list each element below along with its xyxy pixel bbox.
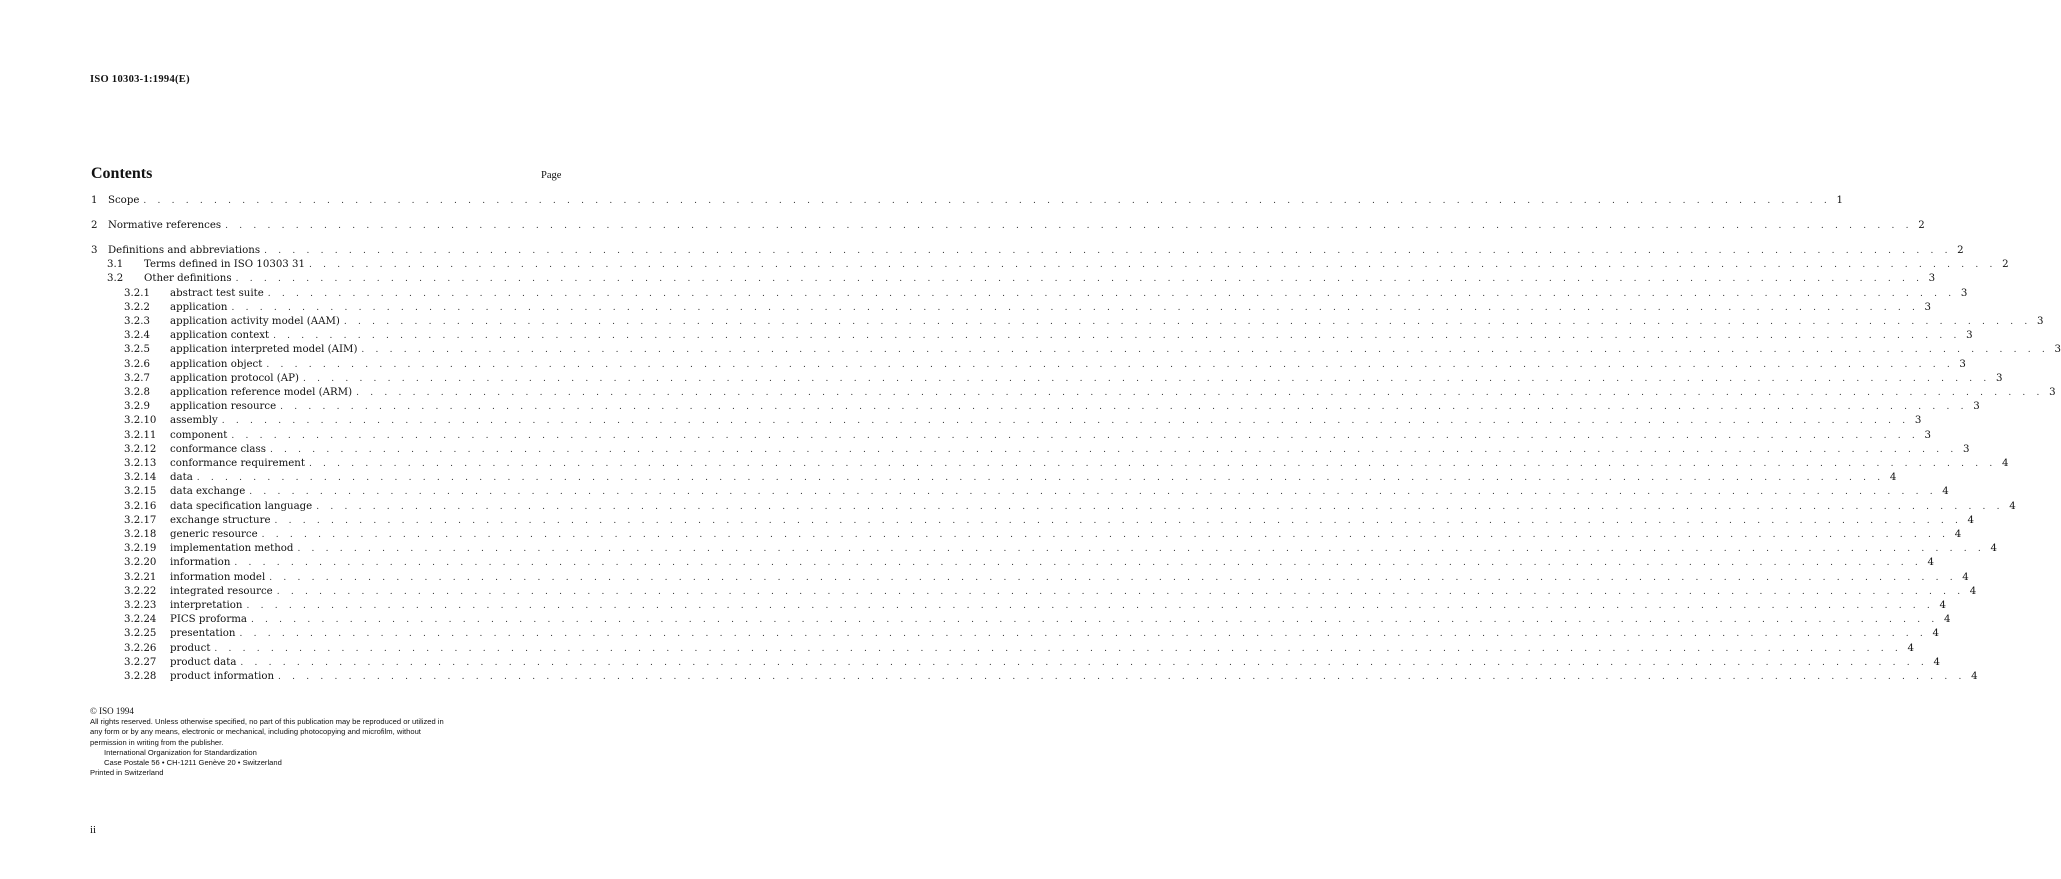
toc-entry-number: 3.2.12 xyxy=(124,443,157,455)
toc-entry-page: 3 xyxy=(1959,358,1966,370)
copyright-block xyxy=(90,706,450,778)
dot-leader: . . . . . . . . . . . . . . . . . . . . . . . . . . . . . . . . . . . . . . . . . . . . . . . . . . . . . . . . . . . . . . . . . . . . . . . . . . . . . . . . . . . . . . . . . . . . . . . . . . . . . . . . . . . . . . . . . . . . . . . . xyxy=(264,246,1952,256)
toc-entry-title: Normative references xyxy=(108,220,222,231)
toc-entry-title: application xyxy=(170,301,228,313)
dot-leader: . . . . . . . . . . . . . . . . . . . . . . . . . . . . . . . . . . . . . . . . . . . . . . . . . . . . . . . . . . . . . . . . . . . . . . . . . . . . . . . . . . . . . . . . . . . . . . . . . . . . . . . . . . . . . . . . . . . . . . . . xyxy=(297,544,1985,555)
toc-entry-title: application interpreted model (AIM) xyxy=(170,344,358,356)
dot-leader: . . . . . . . . . . . . . . . . . . . . . . . . . . . . . . . . . . . . . . . . . . . . . . . . . . . . . . . . . . . . . . . . . . . . . . . . . . . . . . . . . . . . . . . . . . . . . . . . . . . . . . . . . . . . . . . . . . . . . . . . xyxy=(225,221,1913,231)
toc-entry-number: 3.2.26 xyxy=(124,642,157,654)
toc-entry-title: Definitions and abbreviations xyxy=(108,245,261,256)
toc-entry[interactable] xyxy=(91,219,1925,233)
organization-address: Case Postale 56 • CH-1211 Genève 20 • Switzerland xyxy=(104,758,282,768)
toc-entry-page: 3 xyxy=(2036,316,2044,327)
toc-entry[interactable] xyxy=(91,528,1962,542)
toc-entry[interactable] xyxy=(91,414,1922,428)
toc-entry-page: 3 xyxy=(1966,330,1973,342)
toc-entry-number: 3.2.13 xyxy=(124,458,157,469)
toc-entry-number: 3.2.6 xyxy=(124,358,150,370)
toc-entry[interactable] xyxy=(91,670,1978,684)
toc-entry-title: interpretation xyxy=(170,600,243,611)
dot-leader: . . . . . . . . . . . . . . . . . . . . . . . . . . . . . . . . . . . . . . . . . . . . . . . . . . . . . . . . . . . . . . . . . . . . . . . . . . . . . . . . . . . . . . . . . . . . . . . . . . . . . . . . . . . . . . . . . . . . . . . . xyxy=(343,317,2032,327)
rights-statement: All rights reserved. Unless otherwise specified, no part of this publication may be reproduced or utilized in any form or by any means, electronic or mechanical, including photocopying and microfilm, without permission in writing from the publisher. xyxy=(90,717,444,747)
toc-entry[interactable] xyxy=(91,343,2061,357)
toc-entry[interactable] xyxy=(91,457,2009,471)
toc-entry-title: application activity model (AAM) xyxy=(170,316,340,327)
dot-leader: . . . . . . . . . . . . . . . . . . . . . . . . . . . . . . . . . . . . . . . . . . . . . . . . . . . . . . . . . . . . . . . . . . . . . . . . . . . . . . . . . . . . . . . . . . . . . . . . . . . . . . . . . . . . . . . . . . . . . . . . xyxy=(356,388,2044,398)
dot-leader: . . . . . . . . . . . . . . . . . . . . . . . . . . . . . . . . . . . . . . . . . . . . . . . . . . . . . . . . . . . . . . . . . . . . . . . . . . . . . . . . . . . . . . . . . . . . . . . . . . . . . . . . . . . . . . . . . . . . . . . . xyxy=(231,430,1919,441)
toc-entry-page: 1 xyxy=(1836,195,1843,206)
toc-entry-title: presentation xyxy=(170,628,236,640)
toc-entry-title: data xyxy=(170,472,193,484)
toc-entry[interactable] xyxy=(91,194,1843,208)
toc-entry[interactable] xyxy=(91,556,1934,570)
toc-entry-title: Scope xyxy=(108,195,140,206)
toc-entry-title: conformance class xyxy=(170,443,266,455)
toc-entry-title: component xyxy=(170,429,228,441)
toc-entry[interactable] xyxy=(91,599,1946,613)
toc-entry[interactable] xyxy=(91,514,1975,528)
toc-entry-page: 4 xyxy=(2002,458,2009,469)
toc-entry-page: 4 xyxy=(1962,571,1969,583)
toc-entry-title: integrated resource xyxy=(170,585,273,597)
copyright-notice: © ISO 1994 xyxy=(90,706,134,716)
toc-entry-title: assembly xyxy=(170,415,218,427)
toc-entry-title: PICS proforma xyxy=(170,614,247,626)
toc-entry[interactable] xyxy=(91,471,1897,485)
toc-entry-number: 3.2.19 xyxy=(124,543,157,555)
toc-entry-number: 3.2.8 xyxy=(124,387,150,398)
dot-leader: . . . . . . . . . . . . . . . . . . . . . . . . . . . . . . . . . . . . . . . . . . . . . . . . . . . . . . . . . . . . . . . . . . . . . . . . . . . . . . . . . . . . . . . . . . . . . . . . . . . . . . . . . . . . . . . . . . . . . . . . xyxy=(316,501,2004,512)
dot-leader: . . . . . . . . . . . . . . . . . . . . . . . . . . . . . . . . . . . . . . . . . . . . . . . . . . . . . . . . . . . . . . . . . . . . . . . . . . . . . . . . . . . . . . . . . . . . . . . . . . . . . . . . . . . . . . . . . . . . . . . . xyxy=(266,359,1954,370)
dot-leader: . . . . . . . . . . . . . . . . . . . . . . . . . . . . . . . . . . . . . . . . . . . . . . . . . . . . . . . . . . . . . . . . . . . . . . . . . . . . . . . . . . . . . . . . . . . . . . . . . . . . . . . . . . . . . . . . . . . . . . . . xyxy=(239,629,1927,640)
toc-entry-page: 4 xyxy=(1889,472,1897,484)
organization-name: International Organization for Standardization xyxy=(104,747,257,757)
dot-leader: . . . . . . . . . . . . . . . . . . . . . . . . . . . . . . . . . . . . . . . . . . . . . . . . . . . . . . . . . . . . . . . . . . . . . . . . . . . . . . . . . . . . . . . . . . . . . . . . . . . . . . . . . . . . . . . . . . . . . . . . xyxy=(231,302,1920,313)
contents-heading: Contents xyxy=(91,165,153,182)
toc-entry-title: application protocol (AP) xyxy=(170,372,299,384)
dot-leader: . . . . . . . . . . . . . . . . . . . . . . . . . . . . . . . . . . . . . . . . . . . . . . . . . . . . . . . . . . . . . . . . . . . . . . . . . . . . . . . . . . . . . . . . . . . . . . . . . . . . . . . . . . . . . . . . . . . . . . . . xyxy=(274,515,1963,526)
toc-entry-title: data exchange xyxy=(170,486,246,498)
toc-entry[interactable] xyxy=(91,386,2056,400)
toc-entry-page: 2 xyxy=(2002,259,2009,271)
toc-entry-number: 3.2.9 xyxy=(124,401,150,413)
dot-leader: . . . . . . . . . . . . . . . . . . . . . . . . . . . . . . . . . . . . . . . . . . . . . . . . . . . . . . . . . . . . . . . . . . . . . . . . . . . . . . . . . . . . . . . . . . . . . . . . . . . . . . . . . . . . . . . . . . . . . . . . xyxy=(221,416,1910,427)
toc-entry-title: implementation method xyxy=(170,543,294,555)
toc-entry-number: 3.2.18 xyxy=(124,529,157,540)
dot-leader: . . . . . . . . . . . . . . . . . . . . . . . . . . . . . . . . . . . . . . . . . . . . . . . . . . . . . . . . . . . . . . . . . . . . . . . . . . . . . . . . . . . . . . . . . . . . . . . . . . . . . . . . . . . . . . . . . . . . . . . . xyxy=(278,672,1966,682)
toc-entry-number: 3.2.20 xyxy=(124,557,157,569)
dot-leader: . . . . . . . . . . . . . . . . . . . . . . . . . . . . . . . . . . . . . . . . . . . . . . . . . . . . . . . . . . . . . . . . . . . . . . . . . . . . . . . . . . . . . . . . . . . . . . . . . . . . . . . . . . . . . . . . . . . . . . . . xyxy=(250,615,1939,626)
dot-leader: . . . . . . . . . . . . . . . . . . . . . . . . . . . . . . . . . . . . . . . . . . . . . . . . . . . . . . . . . . . . . . . . . . . . . . . . . . . . . . . . . . . . . . . . . . . . . . . . . . . . . . . . . . . . . . . . . . . . . . . . xyxy=(267,288,1956,299)
toc-entry[interactable] xyxy=(91,656,1940,670)
toc-entry-number: 3.2.15 xyxy=(124,486,157,498)
toc-entry[interactable] xyxy=(91,358,1966,372)
dot-leader: . . . . . . . . . . . . . . . . . . . . . . . . . . . . . . . . . . . . . . . . . . . . . . . . . . . . . . . . . . . . . . . . . . . . . . . . . . . . . . . . . . . . . . . . . . . . . . . . . . . . . . . . . . . . . . . . . . . . . . . . xyxy=(235,274,1924,285)
toc-entry[interactable] xyxy=(91,627,1939,641)
dot-leader: . . . . . . . . . . . . . . . . . . . . . . . . . . . . . . . . . . . . . . . . . . . . . . . . . . . . . . . . . . . . . . . . . . . . . . . . . . . . . . . . . . . . . . . . . . . . . . . . . . . . . . . . . . . . . . . . . . . . . . . . xyxy=(249,487,1937,498)
dot-leader: . . . . . . . . . . . . . . . . . . . . . . . . . . . . . . . . . . . . . . . . . . . . . . . . . . . . . . . . . . . . . . . . . . . . . . . . . . . . . . . . . . . . . . . . . . . . . . . . . . . . . . . . . . . . . . . . . . . . . . . . xyxy=(280,402,1968,413)
dot-leader: . . . . . . . . . . . . . . . . . . . . . . . . . . . . . . . . . . . . . . . . . . . . . . . . . . . . . . . . . . . . . . . . . . . . . . . . . . . . . . . . . . . . . . . . . . . . . . . . . . . . . . . . . . . . . . . . . . . . . . . . xyxy=(214,643,1902,654)
toc-entry-page: 3 xyxy=(1928,273,1936,285)
toc-entry[interactable] xyxy=(91,613,1951,627)
toc-entry-page: 4 xyxy=(2009,500,2016,512)
dot-leader: . . . . . . . . . . . . . . . . . . . . . . . . . . . . . . . . . . . . . . . . . . . . . . . . . . . . . . . . . . . . . . . . . . . . . . . . . . . . . . . . . . . . . . . . . . . . . . . . . . . . . . . . . . . . . . . . . . . . . . . . xyxy=(196,473,1885,484)
toc-entry-number: 3.2.5 xyxy=(124,344,150,356)
toc-entry-title: Terms defined in ISO 10303 31 xyxy=(144,259,305,271)
dot-leader: . . . . . . . . . . . . . . . . . . . . . . . . . . . . . . . . . . . . . . . . . . . . . . . . . . . . . . . . . . . . . . . . . . . . . . . . . . . . . . . . . . . . . . . . . . . . . . . . . . . . . . . . . . . . . . . . . . . . . . . . xyxy=(261,530,1950,540)
toc-entry-title: information model xyxy=(170,571,266,583)
toc-entry-number: 3.2.11 xyxy=(124,429,157,441)
dot-leader: . . . . . . . . . . . . . . . . . . . . . . . . . . . . . . . . . . . . . . . . . . . . . . . . . . . . . . . . . . . . . . . . . . . . . . . . . . . . . . . . . . . . . . . . . . . . . . . . . . . . . . . . . . . . . . . . . . . . . . . . xyxy=(302,373,1991,384)
toc-entry-page: 4 xyxy=(1944,614,1951,626)
toc-entry-number: 3.2.27 xyxy=(124,656,157,668)
toc-entry-number: 3.2.21 xyxy=(124,571,157,583)
toc-entry[interactable] xyxy=(91,258,2009,272)
toc-entry-number: 3.2.17 xyxy=(124,514,157,526)
dot-leader: . . . . . . . . . . . . . . . . . . . . . . . . . . . . . . . . . . . . . . . . . . . . . . . . . . . . . . . . . . . . . . . . . . . . . . . . . . . . . . . . . . . . . . . . . . . . . . . . . . . . . . . . . . . . . . . . . . . . . . . . xyxy=(309,260,1997,271)
toc-entry-page: 4 xyxy=(1971,671,1978,682)
toc-entry[interactable] xyxy=(91,287,1968,301)
toc-entry-title: application object xyxy=(170,358,263,370)
toc-entry-page: 3 xyxy=(1960,287,1968,299)
toc-entry[interactable] xyxy=(91,315,2044,329)
toc-entry-title: information xyxy=(170,557,231,569)
dot-leader: . . . . . . . . . . . . . . . . . . . . . . . . . . . . . . . . . . . . . . . . . . . . . . . . . . . . . . . . . . . . . . . . . . . . . . . . . . . . . . . . . . . . . . . . . . . . . . . . . . . . . . . . . . . . . . . . . . . . . . . . xyxy=(234,558,1922,569)
toc-entry-title: application context xyxy=(170,330,270,342)
toc-entry-page: 2 xyxy=(1957,245,1964,256)
toc-entry-number: 3.2.16 xyxy=(124,500,157,512)
toc-entry-page: 3 xyxy=(2054,344,2061,356)
toc-entry-page: 4 xyxy=(1933,656,1940,668)
dot-leader: . . . . . . . . . . . . . . . . . . . . . . . . . . . . . . . . . . . . . . . . . . . . . . . . . . . . . . . . . . . . . . . . . . . . . . . . . . . . . . . . . . . . . . . . . . . . . . . . . . . . . . . . . . . . . . . . . . . . . . . . xyxy=(361,345,2049,356)
toc-entry-page: 4 xyxy=(1927,557,1934,569)
toc-entry[interactable] xyxy=(91,500,2016,514)
toc-entry-title: product information xyxy=(170,671,275,682)
toc-entry[interactable] xyxy=(91,542,1997,556)
toc-entry[interactable] xyxy=(91,400,1980,414)
toc-entry-number: 3.2.7 xyxy=(124,372,150,384)
toc-entry-page: 4 xyxy=(1990,543,1997,555)
toc-entry-title: application resource xyxy=(170,401,277,413)
toc-entry-number: 3.2.3 xyxy=(124,316,150,327)
dot-leader: . . . . . . . . . . . . . . . . . . . . . . . . . . . . . . . . . . . . . . . . . . . . . . . . . . . . . . . . . . . . . . . . . . . . . . . . . . . . . . . . . . . . . . . . . . . . . . . . . . . . . . . . . . . . . . . . . . . . . . . . xyxy=(246,601,1934,611)
toc-entry-number: 2 xyxy=(91,220,98,231)
toc-entry-number: 3.2.1 xyxy=(124,287,150,299)
toc-entry-number: 3.2.4 xyxy=(124,330,150,342)
dot-leader: . . . . . . . . . . . . . . . . . . . . . . . . . . . . . . . . . . . . . . . . . . . . . . . . . . . . . . . . . . . . . . . . . . . . . . . . . . . . . . . . . . . . . . . . . . . . . . . . . . . . . . . . . . . . . . . . . . . . . . . . xyxy=(269,572,1957,583)
toc-entry-number: 3.2.14 xyxy=(124,472,157,484)
toc-entry-page: 4 xyxy=(1942,486,1949,498)
page-column-label: Page xyxy=(541,170,562,181)
toc-entry-number: 3.2.28 xyxy=(124,671,157,682)
toc-entry-page: 3 xyxy=(1996,372,2003,384)
toc-entry[interactable] xyxy=(91,585,1977,599)
toc-entry-title: product xyxy=(170,642,211,654)
toc-entry-number: 3 xyxy=(91,245,98,256)
toc-entry-page: 4 xyxy=(1932,628,1939,640)
toc-entry[interactable] xyxy=(91,301,1932,315)
footer-page-number: ii xyxy=(90,824,97,836)
toc-entry-title: generic resource xyxy=(170,529,258,540)
toc-entry-number: 1 xyxy=(91,195,98,206)
toc-entry-page: 4 xyxy=(1939,600,1946,611)
standard-reference: ISO 10303-1:1994(E) xyxy=(90,74,190,85)
toc-entry-page: 3 xyxy=(1973,401,1980,413)
toc-entry-number: 3.2 xyxy=(107,273,124,285)
toc-entry[interactable] xyxy=(91,372,2003,386)
toc-entry-page: 4 xyxy=(1969,585,1977,597)
toc-entry[interactable] xyxy=(91,485,1949,499)
toc-entry-title: Other definitions xyxy=(144,273,232,285)
toc-entry-number: 3.2.2 xyxy=(124,301,150,313)
toc-entry-number: 3.2.10 xyxy=(124,415,157,427)
dot-leader: . . . . . . . . . . . . . . . . . . . . . . . . . . . . . . . . . . . . . . . . . . . . . . . . . . . . . . . . . . . . . . . . . . . . . . . . . . . . . . . . . . . . . . . . . . . . . . . . . . . . . . . . . . . . . . . . . . . . . . . . xyxy=(276,586,1965,597)
toc-entry-number: 3.2.25 xyxy=(124,628,157,640)
toc-entry-number: 3.2.24 xyxy=(124,614,157,626)
toc-entry-title: application reference model (ARM) xyxy=(170,387,353,398)
toc-entry-page: 3 xyxy=(1914,415,1922,427)
toc-entry-title: abstract test suite xyxy=(170,287,264,299)
toc-entry[interactable] xyxy=(91,329,1973,343)
toc-entry-title: exchange structure xyxy=(170,514,271,526)
printed-location: Printed in Switzerland xyxy=(90,768,164,778)
toc-entry-number: 3.2.23 xyxy=(124,600,157,611)
dot-leader: . . . . . . . . . . . . . . . . . . . . . . . . . . . . . . . . . . . . . . . . . . . . . . . . . . . . . . . . . . . . . . . . . . . . . . . . . . . . . . . . . . . . . . . . . . . . . . . . . . . . . . . . . . . . . . . . . . . . . . . . xyxy=(308,459,1997,469)
toc-entry[interactable] xyxy=(91,571,1969,585)
toc-entry-title: conformance requirement xyxy=(170,458,305,469)
toc-entry-page: 2 xyxy=(1918,220,1925,231)
toc-entry-page: 3 xyxy=(2049,387,2056,398)
toc-entry[interactable] xyxy=(91,443,1970,457)
toc-entry-title: data specification language xyxy=(170,500,313,512)
dot-leader: . . . . . . . . . . . . . . . . . . . . . . . . . . . . . . . . . . . . . . . . . . . . . . . . . . . . . . . . . . . . . . . . . . . . . . . . . . . . . . . . . . . . . . . . . . . . . . . . . . . . . . . . . . . . . . . . . . . . . . . . xyxy=(240,657,1928,668)
toc-entry-number: 3.2.22 xyxy=(124,585,157,597)
toc-entry-page: 4 xyxy=(1967,514,1975,526)
toc-entry-number: 3.1 xyxy=(107,259,124,271)
toc-entry-page: 3 xyxy=(1924,301,1932,313)
toc-entry-page: 3 xyxy=(1924,429,1931,441)
dot-leader: . . . . . . . . . . . . . . . . . . . . . . . . . . . . . . . . . . . . . . . . . . . . . . . . . . . . . . . . . . . . . . . . . . . . . . . . . . . . . . . . . . . . . . . . . . . . . . . . . . . . . . . . . . . . . . . . . . . . . . . . xyxy=(269,444,1958,455)
dot-leader: . . . . . . . . . . . . . . . . . . . . . . . . . . . . . . . . . . . . . . . . . . . . . . . . . . . . . . . . . . . . . . . . . . . . . . . . . . . . . . . . . . . . . . . . . . . . . . . . . . . . . . . . . . . . . . . . . . . . . . . . xyxy=(273,331,1961,342)
toc-entry[interactable] xyxy=(91,642,1914,656)
toc-entry-page: 4 xyxy=(1954,529,1962,540)
toc-entry[interactable] xyxy=(91,429,1931,443)
toc-entry-page: 3 xyxy=(1963,443,1970,455)
toc-entry[interactable] xyxy=(91,272,1936,286)
toc-entry[interactable] xyxy=(91,244,1964,258)
toc-entry-page: 4 xyxy=(1907,642,1914,654)
dot-leader: . . . . . . . . . . . . . . . . . . . . . . . . . . . . . . . . . . . . . . . . . . . . . . . . . . . . . . . . . . . . . . . . . . . . . . . . . . . . . . . . . . . . . . . . . . . . . . . . . . . . . . . . . . . . . . . . . . . . . . . . xyxy=(143,196,1831,206)
toc-entry-title: product data xyxy=(170,656,237,668)
